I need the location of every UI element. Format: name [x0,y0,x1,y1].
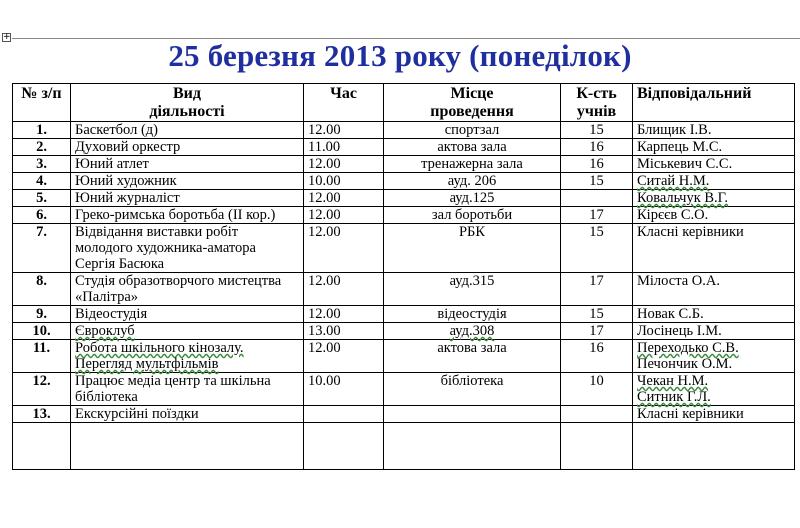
row-responsible: Чекан Н.М. [637,373,709,389]
row-count-cell[interactable] [561,406,633,423]
row-count: 15 [589,173,604,189]
row-count: 15 [589,306,604,322]
row-activity-cell[interactable] [71,323,304,340]
table-row [13,306,795,323]
row-num-cell[interactable] [13,323,71,340]
table-row [13,122,795,139]
row-place: ауд.308 [449,323,495,339]
table-row [13,406,795,423]
row-time: 12.00 [308,340,341,356]
row-num-cell[interactable] [13,224,71,273]
page-title: 25 березня 2013 року (понеділок) [168,38,632,73]
row-time-cell[interactable] [304,340,384,373]
row-activity-cell[interactable] [71,224,304,273]
empty-cell[interactable] [71,423,304,470]
row-time-cell[interactable] [304,406,384,423]
row-count-cell[interactable] [561,190,633,207]
row-count-cell[interactable] [561,156,633,173]
empty-cell[interactable] [384,423,561,470]
row-time-cell[interactable] [304,190,384,207]
row-responsible-cell[interactable] [633,340,795,373]
table-row [13,207,795,224]
row-activity-cell[interactable] [71,207,304,224]
row-activity-cell[interactable] [71,139,304,156]
row-responsible-cell[interactable] [633,273,795,306]
row-time-cell[interactable] [304,139,384,156]
row-count-cell[interactable] [561,139,633,156]
empty-cell[interactable] [304,423,384,470]
row-count-cell[interactable] [561,173,633,190]
row-responsible: Карпець М.С. [637,139,723,155]
row-time-cell[interactable] [304,122,384,139]
row-responsible: Мілоста О.А. [637,273,720,289]
row-responsible-cell[interactable] [633,190,795,207]
row-responsible: Класні керівники [637,406,744,422]
header-activity[interactable]: Вид діяльності [71,84,304,122]
row-count: 17 [589,323,604,339]
row-responsible-cell[interactable] [633,373,795,406]
row-responsible-cell[interactable] [633,406,795,423]
row-num: 2. [36,139,47,155]
row-responsible: Класні керівники [637,224,744,240]
row-num: 1. [36,122,47,138]
row-activity-cell[interactable] [71,306,304,323]
row-place: тренажерна зала [421,156,523,172]
row-place: бібліотека [440,373,504,389]
row-responsible: Ситай Н.М. [637,173,710,189]
row-place-cell[interactable] [384,323,561,340]
row-num: 6. [36,207,47,223]
header-row [13,84,795,122]
row-time: 11.00 [308,139,341,155]
row-count: 16 [589,139,604,155]
row-time: 12.00 [308,207,341,223]
row-num-cell[interactable] [13,306,71,323]
row-place-cell[interactable] [384,156,561,173]
row-responsible-cell[interactable] [633,323,795,340]
row-place: ауд. 206 [447,173,497,189]
row-activity: Юний художник [75,173,177,189]
row-responsible: Лосінець І.М. [637,323,722,339]
row-time-cell[interactable] [304,224,384,273]
row-responsible: Міськевич С.С. [637,156,733,172]
row-time: 13.00 [308,323,341,339]
header-time[interactable]: Час [304,84,384,122]
table-row [13,156,795,173]
table-row [13,190,795,207]
row-count-cell[interactable] [561,340,633,373]
row-activity: Баскетбол (д) [75,122,158,138]
row-responsible-cell[interactable] [633,173,795,190]
header-responsible[interactable]: Відповідальний [633,84,795,122]
row-activity: Юний атлет [75,156,149,172]
row-num: 8. [36,273,47,289]
row-activity-cell[interactable] [71,273,304,306]
schedule-table [12,83,795,470]
row-num: 7. [36,224,47,240]
row-time-cell[interactable] [304,373,384,406]
row-responsible: Переходько С.В. [637,340,739,356]
table-row [13,373,795,406]
row-num: 13. [32,406,51,422]
row-activity: Юний журналіст [75,190,180,206]
row-activity: Відеостудія [75,306,148,322]
row-place-cell[interactable] [384,173,561,190]
row-num-cell[interactable] [13,273,71,306]
row-count-cell[interactable] [561,273,633,306]
row-activity: Екскурсійні поїздки [75,406,199,422]
row-num: 3. [36,156,47,172]
row-time: 12.00 [308,224,341,240]
row-num-cell[interactable] [13,122,71,139]
row-num: 4. [36,173,47,189]
table-row [13,173,795,190]
row-place: актова зала [437,340,507,356]
row-activity: Працює медіа центр та шкільна бібліотека [75,373,271,405]
row-responsible: Ковальчук В.Г. [637,190,729,206]
row-num: 11. [32,340,51,356]
row-activity: Духовий оркестр [75,139,181,155]
header-num[interactable]: № з/п [13,84,71,122]
row-place-cell[interactable] [384,273,561,306]
row-count: 15 [589,122,604,138]
row-num-cell[interactable] [13,406,71,423]
row-place: ауд.125 [449,190,495,206]
row-place: спортзал [444,122,500,138]
row-count-cell[interactable] [561,207,633,224]
table-row [13,273,795,306]
row-place-cell[interactable] [384,190,561,207]
table-row [13,323,795,340]
row-responsible-cell[interactable] [633,122,795,139]
row-count: 17 [589,207,604,223]
row-activity-cell[interactable] [71,122,304,139]
row-responsible: Новак С.Б. [637,306,704,322]
row-num: 10. [32,323,51,339]
row-activity: Греко-римська боротьба (ІІ кор.) [75,207,276,223]
row-time: 12.00 [308,156,341,172]
row-time-cell[interactable] [304,207,384,224]
row-time: 10.00 [308,373,341,389]
row-count: 17 [589,273,604,289]
row-place: РБК [458,224,486,240]
row-responsible-cell[interactable] [633,306,795,323]
row-count: 15 [589,224,604,240]
row-num: 12. [32,373,51,389]
row-num-cell[interactable] [13,173,71,190]
row-place-cell[interactable] [384,306,561,323]
table-row [13,340,795,373]
row-responsible: Кірєєв С.О. [637,207,709,223]
row-activity-cell[interactable] [71,340,304,373]
row-responsible-second: Печончик О.М. [637,356,733,372]
row-num-cell[interactable] [13,373,71,406]
row-num: 9. [36,306,47,322]
row-activity-cell[interactable] [71,173,304,190]
row-activity-cell[interactable] [71,373,304,406]
row-place: відеостудія [437,306,507,322]
row-time: 12.00 [308,306,341,322]
row-activity: Студія образотворчого мистецтва «Палітра» [75,273,282,305]
row-num-cell[interactable] [13,207,71,224]
row-place: актова зала [437,139,507,155]
row-num: 5. [36,190,47,206]
row-activity-cell[interactable] [71,190,304,207]
row-time: 10.00 [308,173,341,189]
row-time-cell[interactable] [304,156,384,173]
row-count-cell[interactable] [561,323,633,340]
row-activity-cell[interactable] [71,406,304,423]
row-place: зал боротьби [431,207,513,223]
empty-cell[interactable] [633,423,795,470]
header-place[interactable]: Місце проведення [384,84,561,122]
table-row [13,139,795,156]
empty-cell[interactable] [561,423,633,470]
row-activity: Відвідання виставки робіт молодого художника-аматора Сергія Басюка [75,224,256,272]
row-time: 12.00 [308,273,341,289]
row-count-cell[interactable] [561,306,633,323]
table-row [13,224,795,273]
row-count-cell[interactable] [561,122,633,139]
table-move-handle[interactable]: + [3,32,11,42]
row-responsible-cell[interactable] [633,139,795,156]
row-place-cell[interactable] [384,224,561,273]
row-place-cell[interactable] [384,139,561,156]
row-num-cell[interactable] [13,190,71,207]
row-num-cell[interactable] [13,156,71,173]
row-responsible-second: Ситник Г.Л. [637,389,711,405]
row-place-cell[interactable] [384,340,561,373]
row-place-cell[interactable] [384,122,561,139]
row-time-cell[interactable] [304,323,384,340]
row-activity-cell[interactable] [71,156,304,173]
row-place: ауд.315 [449,273,495,289]
row-count: 10 [589,373,604,389]
row-num-cell[interactable] [13,139,71,156]
row-time: 12.00 [308,122,341,138]
row-count: 16 [589,156,604,172]
row-place-cell[interactable] [384,406,561,423]
row-time-cell[interactable] [304,273,384,306]
row-place-cell[interactable] [384,207,561,224]
row-time-cell[interactable] [304,306,384,323]
row-responsible-cell[interactable] [633,207,795,224]
row-time-cell[interactable] [304,173,384,190]
empty-cell[interactable] [13,423,71,470]
row-count-cell[interactable] [561,373,633,406]
row-activity: Євроклуб [75,323,135,339]
row-place-cell[interactable] [384,373,561,406]
row-num-cell[interactable] [13,340,71,373]
row-responsible-cell[interactable] [633,156,795,173]
empty-row [13,423,795,470]
row-count-cell[interactable] [561,224,633,273]
row-responsible: Блищик І.В. [637,122,712,138]
row-activity: Робота шкільного кінозалу. Перегляд мультфільмів [75,340,244,372]
row-responsible-cell[interactable] [633,224,795,273]
row-count: 16 [589,340,604,356]
row-time: 12.00 [308,190,341,206]
header-count[interactable]: К-сть учнів [561,84,633,122]
